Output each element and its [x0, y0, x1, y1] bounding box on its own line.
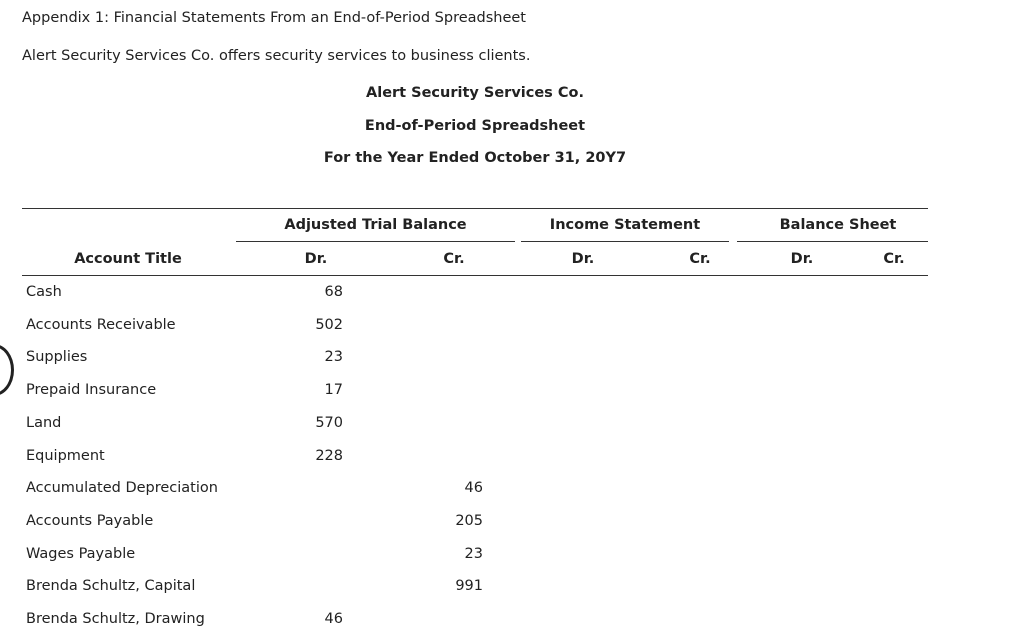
atb-credit-cell: 205	[455, 513, 483, 529]
account-title-cell: Accumulated Depreciation	[26, 480, 218, 496]
header-atb-cr: Cr.	[443, 251, 465, 267]
account-title-cell: Cash	[26, 284, 62, 300]
atb-debit-cell: 17	[324, 382, 343, 398]
company-description: Alert Security Services Co. offers security services to business clients.	[22, 48, 531, 64]
atb-debit-cell: 570	[315, 415, 343, 431]
atb-credit-cell: 46	[464, 480, 483, 496]
atb-debit-cell: 68	[324, 284, 343, 300]
atb-credit-cell: 23	[464, 546, 483, 562]
account-title-cell: Accounts Payable	[26, 513, 154, 529]
header-income-statement: Income Statement	[549, 217, 701, 233]
account-title-cell: Land	[26, 415, 62, 431]
margin-circle-icon	[0, 344, 14, 396]
account-title-cell: Wages Payable	[26, 546, 136, 562]
account-title-cell: Equipment	[26, 448, 105, 464]
atb-debit-cell: 23	[324, 349, 343, 365]
account-title-cell: Supplies	[26, 349, 88, 365]
header-bs-cr: Cr.	[883, 251, 905, 267]
appendix-title: Appendix 1: Financial Statements From an End-of-Period Spreadsheet	[22, 10, 526, 26]
period-line: For the Year Ended October 31, 20Y7	[323, 150, 627, 166]
table-top-rule	[22, 208, 928, 209]
atb-debit-cell: 502	[315, 317, 343, 333]
header-account-title: Account Title	[74, 251, 182, 267]
account-title-cell: Brenda Schultz, Capital	[26, 578, 196, 594]
atb-debit-cell: 228	[315, 448, 343, 464]
header-bs-dr: Dr.	[790, 251, 814, 267]
is-group-rule	[521, 241, 729, 242]
header-adjusted-trial-balance: Adjusted Trial Balance	[284, 217, 467, 233]
header-is-dr: Dr.	[571, 251, 595, 267]
header-bottom-rule	[22, 275, 928, 276]
header-balance-sheet: Balance Sheet	[779, 217, 897, 233]
statement-title: End-of-Period Spreadsheet	[364, 118, 586, 134]
account-title-cell: Accounts Receivable	[26, 317, 176, 333]
bs-group-rule	[737, 241, 928, 242]
header-is-cr: Cr.	[689, 251, 711, 267]
atb-group-rule	[236, 241, 515, 242]
atb-credit-cell: 991	[455, 578, 483, 594]
atb-debit-cell: 46	[324, 611, 343, 627]
header-atb-dr: Dr.	[304, 251, 328, 267]
account-title-cell: Brenda Schultz, Drawing	[26, 611, 205, 627]
account-title-cell: Prepaid Insurance	[26, 382, 157, 398]
company-name: Alert Security Services Co.	[366, 85, 584, 101]
